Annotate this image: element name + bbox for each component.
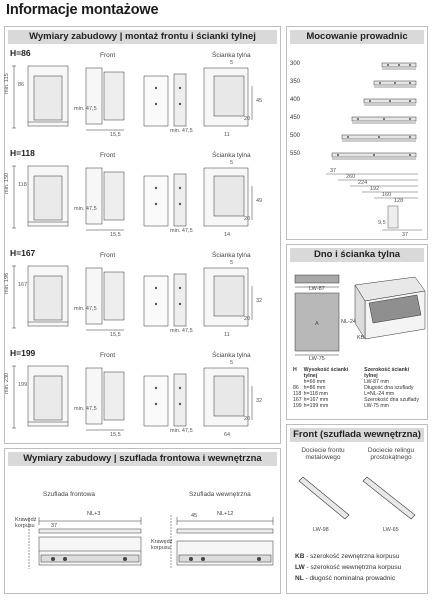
inner-drawer-panel [4, 448, 281, 594]
row-min475-back: min. 47,5 [170, 228, 193, 234]
rail-dim-d: 192 [370, 186, 380, 192]
rail-dimensions [286, 170, 428, 240]
legend-key: NL [295, 575, 304, 582]
table-cell: LW-87 mm [364, 379, 390, 385]
a-label: A [315, 321, 319, 327]
internal-drawer-caption: Szuflada wewnętrzna [189, 491, 251, 498]
row-min475-front: min. 47,5 [74, 206, 97, 212]
row-155-dim: 15,5 [110, 432, 121, 438]
bottom-back-table [293, 367, 425, 409]
dimensions-header: Wymiary zabudowy | montaż frontu i ścianki tylnej [8, 30, 277, 44]
row-5-dim: 5 [230, 260, 234, 266]
table-cell: Długość dna szuflady [364, 385, 414, 391]
page-title: Informacje montażowe [6, 2, 159, 18]
row-h-dim: 199 [18, 382, 28, 388]
table-cell: 118 [293, 391, 302, 397]
legend-text: - długość nominalna prowadnic [303, 575, 396, 582]
legend-item [295, 564, 401, 571]
table-cell: 86 [293, 385, 299, 391]
rail-length-label: 300 [290, 61, 301, 67]
row-20-dim: 20 [244, 316, 251, 322]
rail-row [286, 58, 428, 74]
inner-drawer-drawing [5, 449, 282, 595]
inner-drawer-header: Wymiary zabudowy | szuflada frontowa i wewnętrzna [8, 452, 277, 466]
table-cell: 167 [293, 397, 302, 403]
row-min-dim: min. 115 [4, 73, 10, 94]
row-extra-dim: 11 [224, 132, 230, 138]
row-extra-dim: 14 [224, 232, 231, 238]
legend-item [295, 575, 401, 582]
row-h-dim: 86 [18, 82, 25, 88]
rail-drawing [286, 94, 428, 110]
table-cell: LW-75 mm [364, 403, 390, 409]
rail-row [286, 112, 428, 128]
row-height-label: H=118 [10, 148, 35, 158]
rail-drawing [286, 130, 428, 146]
bottom-back-header: Dno i ścianka tylna [290, 248, 424, 262]
row-min475-front: min. 47,5 [74, 106, 97, 112]
legend-key: LW [295, 564, 305, 571]
row-side-dim: 49 [256, 198, 263, 204]
row-height-label: H=199 [10, 348, 36, 358]
rail-dim-c: 224 [358, 180, 368, 186]
front-inner-caption-2: Dociecie relingu prostokątnego [367, 447, 415, 461]
table-header-row [293, 367, 425, 379]
table-cell: h=86 mm [303, 385, 326, 391]
table-cell: h=167 mm [303, 397, 329, 403]
front-drawer-caption: Szuflada frontowa [43, 491, 96, 498]
rail-drawing [286, 112, 428, 128]
kb-label: KB [357, 335, 365, 341]
row-back-caption: Ścianka tylna [212, 352, 251, 359]
front-inner-caption-1: Dociecie frontu metalowego [301, 447, 345, 461]
rail-dim-a: 37 [330, 168, 337, 174]
table-cell: L=NL-24 mm [364, 391, 395, 397]
rail-dim-b: 260 [346, 174, 356, 180]
rail-length-label: 550 [290, 151, 301, 157]
row-min475-front: min. 47,5 [74, 306, 97, 312]
rail-dimension-drawing [286, 170, 428, 240]
row-side-dim: 45 [256, 98, 263, 104]
rail-dim-e: 160 [382, 192, 392, 198]
row-extra-dim: 64 [224, 432, 231, 438]
row-front-caption: Front [100, 352, 116, 359]
rail-drawing [286, 76, 428, 92]
dimension-row [4, 146, 281, 244]
row-20-dim: 20 [244, 116, 251, 122]
front-inner-header: Front (szuflada wewnętrzna) [290, 428, 424, 442]
nl24-label: NL-24 [341, 319, 356, 325]
row-min475-front: min. 47,5 [74, 406, 97, 412]
rail-length-label: 350 [290, 79, 301, 85]
rail-length-label: 400 [290, 97, 301, 103]
dim-37-label: 37 [51, 523, 58, 529]
rail-row [286, 130, 428, 146]
rail-row [286, 76, 428, 92]
rail-length-label: 450 [290, 115, 301, 121]
row-front-caption: Front [100, 52, 116, 59]
legend-key: KB [295, 553, 305, 560]
korpus-label-right: Krawędź korpusu [151, 539, 173, 551]
row-155-dim: 15,5 [110, 132, 121, 138]
dimension-rows [4, 46, 281, 444]
rail-bottom-b: 37 [402, 232, 409, 238]
row-h-dim: 167 [18, 282, 28, 288]
front-inner-panel [286, 424, 428, 594]
row-min475-back: min. 47,5 [170, 128, 193, 134]
row-5-dim: 5 [230, 160, 234, 166]
row-front-caption: Front [100, 152, 116, 159]
row-front-caption: Front [100, 252, 116, 259]
row-drawing [4, 346, 281, 444]
row-side-dim: 32 [256, 298, 263, 304]
row-back-caption: Ścianka tylna [212, 252, 251, 259]
row-extra-dim: 11 [224, 332, 230, 338]
row-drawing [4, 146, 281, 244]
row-155-dim: 15,5 [110, 332, 121, 338]
table-header-cell: Szerokość ścianki tylnej [364, 367, 410, 379]
row-drawing [4, 246, 281, 344]
dimension-row [4, 46, 281, 144]
row-min-dim: min. 196 [4, 272, 10, 294]
row-height-label: H=86 [10, 48, 31, 58]
rails-list [286, 46, 428, 240]
dimension-row [4, 346, 281, 444]
table-header-cell: Wysokość ścianki tylnej [303, 367, 349, 379]
rails-header: Mocowanie prowadnic [290, 30, 424, 44]
row-20-dim: 20 [244, 216, 251, 222]
row-20-dim: 20 [244, 416, 251, 422]
rail-dim-f: 128 [394, 198, 404, 204]
legend-text: - szerokość zewnętrzna korpusu [304, 553, 400, 560]
row-5-dim: 5 [230, 360, 234, 366]
nl12-label: NL+12 [217, 511, 234, 517]
lw98-label: LW-98 [313, 527, 329, 533]
rail-row [286, 148, 428, 164]
row-h-dim: 118 [18, 182, 27, 188]
nl3-label: NL+3 [87, 511, 101, 517]
row-side-dim: 32 [256, 398, 263, 404]
table-cell: h=66 mm [303, 379, 326, 385]
table-cell: 199 [293, 403, 302, 409]
rail-bottom-a: 9,5 [378, 220, 386, 226]
legend [295, 553, 401, 586]
table-header-cell: H [293, 367, 297, 373]
rail-row [286, 94, 428, 110]
row-min-dim: min. 150 [4, 172, 10, 194]
dim-45-label: 45 [191, 513, 198, 519]
dimension-row [4, 246, 281, 344]
row-height-label: H=167 [10, 248, 36, 258]
row-min475-back: min. 47,5 [170, 328, 193, 334]
korpus-label-left: Krawędź korpusu [15, 517, 37, 529]
row-155-dim: 15,5 [110, 232, 121, 238]
row-back-caption: Ścianka tylna [212, 52, 251, 59]
lw87-label: LW-87 [309, 286, 325, 292]
rail-drawing [286, 148, 428, 164]
row-min-dim: min. 230 [4, 372, 10, 394]
lw75-label: LW-75 [309, 356, 325, 362]
table-cell: h=118 mm [303, 391, 328, 397]
table-cell: Szerokość dna szuflady [364, 397, 419, 403]
lw65-label: LW-65 [383, 527, 399, 533]
table-row [293, 403, 425, 409]
row-drawing [4, 46, 281, 144]
row-back-caption: Ścianka tylna [212, 152, 251, 159]
bottom-back-panel [286, 244, 428, 420]
table-cell: h=199 mm [303, 403, 329, 409]
rail-length-label: 500 [290, 133, 301, 139]
legend-text: - szerokość wewnętrzna korpusu [304, 564, 402, 571]
legend-item [295, 553, 401, 560]
row-min475-back: min. 47,5 [170, 428, 193, 434]
row-5-dim: 5 [230, 60, 234, 66]
rail-drawing [286, 58, 428, 74]
